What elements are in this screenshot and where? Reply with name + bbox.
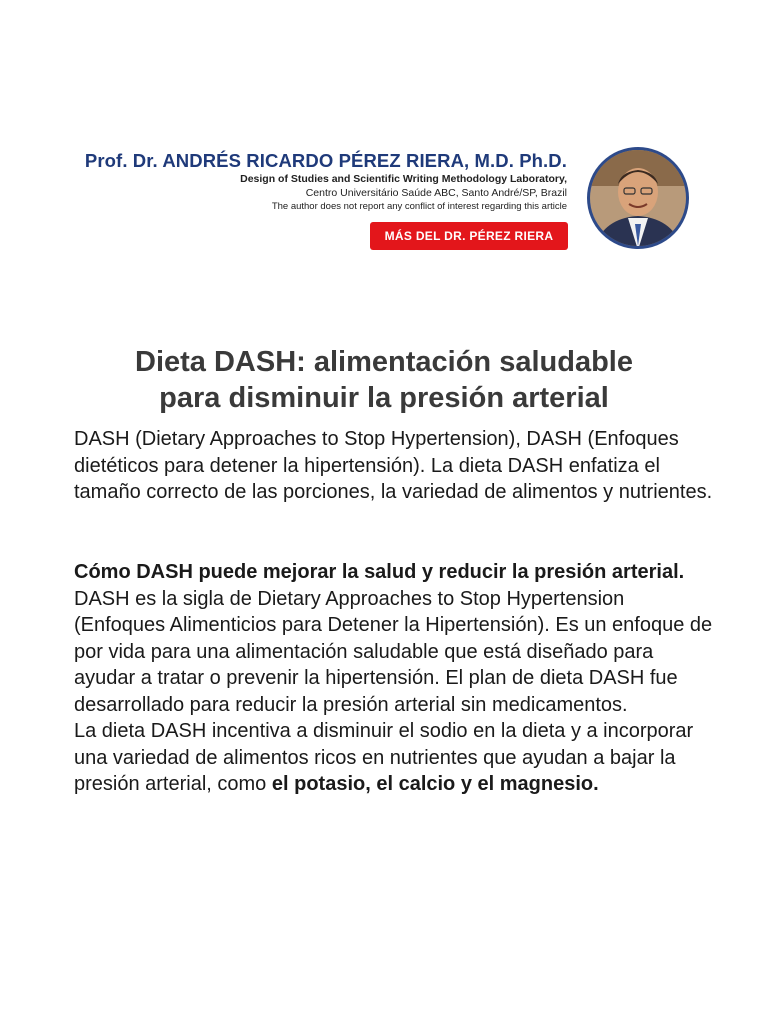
article-title-line-1: Dieta DASH: alimentación saludable — [135, 346, 633, 378]
article-title-line-2: para disminuir la presión arterial — [159, 382, 609, 414]
author-info — [85, 146, 567, 214]
dash-sodium-paragraph — [74, 718, 714, 798]
conflict-of-interest-note: The author does not report any conflict of interest regarding this article — [271, 201, 567, 212]
dash-sodium-text: La dieta DASH incentiva a disminuir el sodio en la dieta y a incorporar una variedad de alimentos ricos en nutrientes que ayudan a bajar la presión arterial, como — [74, 720, 694, 795]
section-heading-part-2: puede mejorar la salud y reducir la presión arterial. — [192, 561, 685, 583]
author-banner — [78, 146, 693, 256]
dash-definition-paragraph: DASH es la sigla de Dietary Approaches to Stop Hypertension (Enfoques Alimenticios para Detener la Hipertensión). Es un enfoque de por vida para una alimentación saludable que está diseñado para ayudar a tratar o prevenir la hipertensión. El plan de dieta DASH fue desarrollado para reducir la presión arterial sin medicamentos. — [74, 587, 713, 716]
dash-benefits-section — [74, 559, 714, 798]
author-affiliation-lab: Design of Studies and Scientific Writing Methodology Laboratory, — [240, 173, 567, 185]
section-heading-part-1: Cómo — [74, 561, 137, 583]
intro-paragraph — [74, 426, 714, 506]
intro-text: DASH (Dietary Approaches to Stop Hypertension), DASH (Enfoques dietéticos para detener la hipertensión). La dieta DASH enfatiza el tamaño correcto de las porciones, la variedad de alimentos y nutrientes. — [74, 428, 713, 503]
minerals-emphasis: el potasio, el calcio y el magnesio. — [271, 773, 599, 795]
author-affiliation-university: Centro Universitário Saúde ABC, Santo André/SP, Brazil — [305, 187, 567, 199]
article-title — [60, 344, 708, 416]
section-heading-dash: DASH — [136, 561, 193, 583]
more-from-author-button[interactable]: MÁS DEL DR. PÉREZ RIERA — [370, 222, 568, 250]
author-name: Prof. Dr. ANDRÉS RICARDO PÉREZ RIERA, M.D. Ph.D. — [84, 150, 567, 171]
section-heading — [74, 559, 714, 586]
author-photo — [583, 146, 693, 250]
